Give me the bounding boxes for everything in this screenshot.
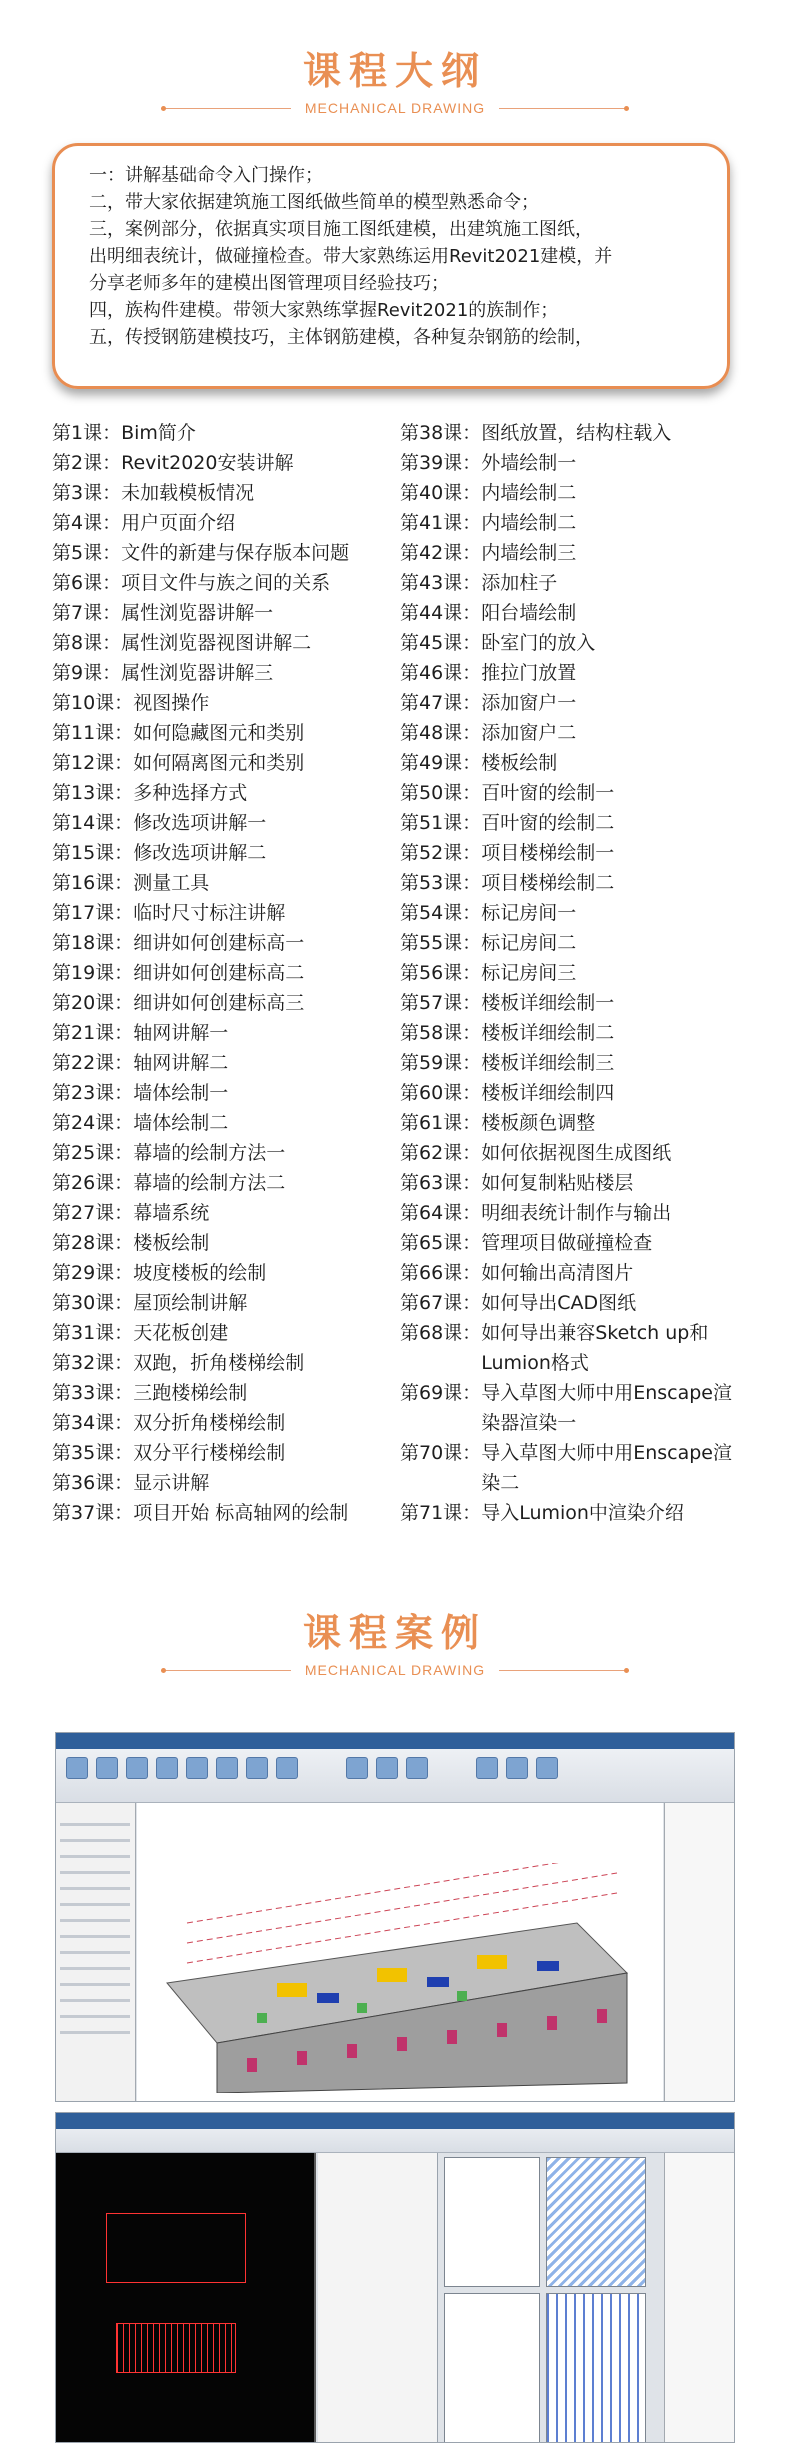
tool-icon [476, 1757, 498, 1779]
lesson-number: 第42课： [400, 542, 482, 564]
lesson-number: 第47课： [400, 692, 482, 714]
lesson-item [400, 418, 740, 448]
lesson-item [400, 658, 740, 688]
lesson-title: 明细表统计制作与输出 [481, 1202, 672, 1224]
lesson-number: 第26课： [52, 1172, 134, 1194]
lesson-item [52, 748, 397, 778]
lesson-title: 添加窗户二 [481, 722, 577, 744]
case-screenshot-cad-views [55, 2112, 735, 2443]
lesson-title: 墙体绘制一 [133, 1082, 229, 1104]
lesson-title: 如何输出高清图片 [481, 1262, 634, 1284]
outline-point: 分享老师多年的建模出图管理项目经验技巧； [89, 273, 449, 294]
lesson-item [52, 718, 397, 748]
lesson-number: 第12课： [52, 752, 134, 774]
lesson-number: 第38课： [400, 422, 482, 444]
lesson-number: 第64课： [400, 1202, 482, 1224]
lesson-item [52, 1288, 397, 1318]
elevation-view [444, 2293, 540, 2443]
lesson-number: 第13课： [52, 782, 134, 804]
lesson-list-right [400, 418, 740, 1528]
lesson-number: 第69课： [400, 1382, 482, 1404]
lesson-number: 第35课： [52, 1442, 134, 1464]
lesson-list-left [52, 418, 397, 1528]
lesson-title: 添加窗户一 [481, 692, 577, 714]
lesson-title: 内墙绘制三 [481, 542, 577, 564]
lesson-title: 幕墙的绘制方法二 [133, 1172, 286, 1194]
lesson-number: 第5课： [52, 542, 122, 564]
lesson-title: 如何隔离图元和类别 [133, 752, 305, 774]
lesson-title: 标记房间二 [481, 932, 577, 954]
lesson-item [52, 898, 397, 928]
lesson-number: 第31课： [52, 1322, 134, 1344]
lesson-title: 楼板详细绘制三 [481, 1052, 615, 1074]
lesson-item [52, 568, 397, 598]
lesson-title: 细讲如何创建标高三 [133, 992, 305, 1014]
revit-ribbon [56, 2113, 734, 2153]
lesson-item [52, 1078, 397, 1108]
lesson-title: 天花板创建 [133, 1322, 229, 1344]
properties-panel [56, 1803, 136, 2101]
lesson-number: 第67课： [400, 1292, 482, 1314]
lesson-number: 第8课： [52, 632, 122, 654]
lesson-item [400, 1198, 740, 1228]
lesson-number: 第66课： [400, 1262, 482, 1284]
lesson-number: 第15课： [52, 842, 134, 864]
lesson-number: 第44课： [400, 602, 482, 624]
lesson-item [52, 838, 397, 868]
lesson-number: 第71课： [400, 1502, 482, 1524]
lesson-title: 导入草图大师中用Enscape渲染二 [481, 1442, 732, 1494]
lesson-title: 双分平行楼梯绘制 [133, 1442, 286, 1464]
lesson-number: 第49课： [400, 752, 482, 774]
building-model-illustration [157, 1863, 637, 2093]
lesson-title: 内墙绘制二 [481, 512, 577, 534]
lesson-item [400, 1228, 740, 1258]
lesson-number: 第25课： [52, 1142, 134, 1164]
lesson-number: 第58课： [400, 1022, 482, 1044]
lesson-title: 未加载模板情况 [121, 482, 255, 504]
lesson-title: 轴网讲解一 [133, 1022, 229, 1044]
lesson-number: 第59课： [400, 1052, 482, 1074]
lesson-item [52, 538, 397, 568]
case-section-header [0, 1610, 790, 1678]
lesson-item [400, 988, 740, 1018]
lesson-number: 第17课： [52, 902, 134, 924]
divider-line-right [499, 108, 629, 109]
lesson-title: 管理项目做碰撞检查 [481, 1232, 653, 1254]
tool-icon [376, 1757, 398, 1779]
lesson-number: 第16课： [52, 872, 134, 894]
lesson-title: 外墙绘制一 [481, 452, 577, 474]
divider-line-right [499, 1670, 629, 1671]
lesson-number: 第52课： [400, 842, 482, 864]
lesson-number: 第51课： [400, 812, 482, 834]
lesson-title: 修改选项讲解二 [133, 842, 267, 864]
lesson-item [52, 1348, 397, 1378]
lesson-title: 导入Lumion中渲染介绍 [481, 1502, 684, 1524]
outline-section-subtitle: MECHANICAL DRAWING [304, 100, 486, 116]
lesson-number: 第11课： [52, 722, 134, 744]
tool-icon [216, 1757, 238, 1779]
lesson-title: 墙体绘制二 [133, 1112, 229, 1134]
lesson-title: 卧室门的放入 [481, 632, 596, 654]
lesson-title: 视图操作 [133, 692, 210, 714]
lesson-title: 项目楼梯绘制一 [481, 842, 615, 864]
outline-point: 出明细表统计，做碰撞检查。带大家熟练运用Revit2021建模，并 [89, 246, 613, 267]
lesson-item [400, 1138, 740, 1168]
lesson-title: 图纸放置，结构柱载入 [481, 422, 672, 444]
lesson-title: 如何导出兼容Sketch up和Lumion格式 [481, 1322, 709, 1374]
tool-icon [66, 1757, 88, 1779]
lesson-item [52, 658, 397, 688]
lesson-number: 第24课： [52, 1112, 134, 1134]
lesson-item [400, 928, 740, 958]
lesson-item [400, 568, 740, 598]
lesson-number: 第45课： [400, 632, 482, 654]
lesson-item [52, 628, 397, 658]
case-section-subtitle: MECHANICAL DRAWING [304, 1662, 486, 1678]
lesson-title: 如何复制粘贴楼层 [481, 1172, 634, 1194]
lesson-title: 楼板绘制 [133, 1232, 210, 1254]
cad-drawing-window [56, 2153, 316, 2442]
outline-section-header [0, 48, 790, 116]
lesson-number: 第4课： [52, 512, 122, 534]
lesson-number: 第10课： [52, 692, 134, 714]
lesson-item [52, 1228, 397, 1258]
lesson-item [400, 538, 740, 568]
ribbon-tabs [56, 1733, 734, 1749]
lesson-item [52, 448, 397, 478]
lesson-item [52, 1048, 397, 1078]
lesson-item [52, 778, 397, 808]
lesson-title: 楼板详细绘制四 [481, 1082, 615, 1104]
lesson-number: 第68课： [400, 1322, 482, 1344]
lesson-number: 第21课： [52, 1022, 134, 1044]
lesson-title: 添加柱子 [481, 572, 558, 594]
lesson-item [400, 1078, 740, 1108]
lesson-number: 第56课： [400, 962, 482, 984]
outline-point: 一：讲解基础命令入门操作； [89, 165, 323, 186]
lesson-title: 属性浏览器讲解三 [121, 662, 274, 684]
lesson-title: 属性浏览器视图讲解二 [121, 632, 312, 654]
case-section-title: 课程案例 [302, 1611, 487, 1655]
lesson-title: 显示讲解 [133, 1472, 210, 1494]
lesson-title: 标记房间一 [481, 902, 577, 924]
lesson-title: 如何依据视图生成图纸 [481, 1142, 672, 1164]
lesson-number: 第40课： [400, 482, 482, 504]
lesson-number: 第32课： [52, 1352, 134, 1374]
outline-point: 三，案例部分，依据真实项目施工图纸建模，出建筑施工图纸， [89, 219, 593, 240]
lesson-number: 第7课： [52, 602, 122, 624]
lesson-title: 坡度楼板的绘制 [133, 1262, 267, 1284]
lesson-title: 细讲如何创建标高一 [133, 932, 305, 954]
lesson-number: 第18课： [52, 932, 134, 954]
lesson-item [52, 1498, 397, 1528]
lesson-number: 第55课： [400, 932, 482, 954]
properties-panel [318, 2153, 438, 2442]
plan-view [546, 2157, 646, 2287]
lesson-number: 第34课： [52, 1412, 134, 1434]
ribbon-tabs [56, 2113, 734, 2129]
lesson-item [400, 808, 740, 838]
lesson-number: 第23课： [52, 1082, 134, 1104]
lesson-title: 细讲如何创建标高二 [133, 962, 305, 984]
3d-viewport [137, 1803, 663, 2101]
lesson-title: 如何隐藏图元和类别 [133, 722, 305, 744]
lesson-title: 幕墙的绘制方法一 [133, 1142, 286, 1164]
lesson-item [400, 718, 740, 748]
lesson-item [400, 478, 740, 508]
lesson-number: 第14课： [52, 812, 134, 834]
lesson-number: 第28课： [52, 1232, 134, 1254]
lesson-item [52, 868, 397, 898]
case-subtitle-row [0, 1662, 790, 1678]
lesson-item [52, 1138, 397, 1168]
tool-icon [536, 1757, 558, 1779]
outline-point: 五，传授钢筋建模技巧，主体钢筋建模，各种复杂钢筋的绘制， [89, 327, 593, 348]
lesson-item [400, 868, 740, 898]
lesson-item [400, 688, 740, 718]
lesson-title: 阳台墙绘制 [481, 602, 577, 624]
lesson-item [52, 958, 397, 988]
lesson-title: 多种选择方式 [133, 782, 248, 804]
outline-point: 四，族构件建模。带领大家熟练掌握Revit2021的族制作； [89, 300, 559, 321]
3d-view [546, 2293, 646, 2443]
lesson-title: 导入草图大师中用Enscape渲染器渲染一 [481, 1382, 732, 1434]
lesson-title: 项目开始 标高轴网的绘制 [133, 1502, 349, 1524]
lesson-number: 第2课： [52, 452, 122, 474]
lesson-number: 第46课： [400, 662, 482, 684]
lesson-number: 第9课： [52, 662, 122, 684]
lesson-title: 幕墙系统 [133, 1202, 210, 1224]
lesson-number: 第63课： [400, 1172, 482, 1194]
lesson-item [52, 1198, 397, 1228]
tool-icon [156, 1757, 178, 1779]
lesson-item [52, 928, 397, 958]
lesson-item [400, 1288, 740, 1318]
lesson-title: 项目文件与族之间的关系 [121, 572, 331, 594]
lesson-title: 如何导出CAD图纸 [481, 1292, 637, 1314]
course-outline-box [52, 143, 730, 389]
lesson-number: 第33课： [52, 1382, 134, 1404]
lesson-item [400, 1018, 740, 1048]
lesson-title: 百叶窗的绘制一 [481, 782, 615, 804]
lesson-item [400, 1498, 740, 1528]
lesson-number: 第43课： [400, 572, 482, 594]
lesson-number: 第48课： [400, 722, 482, 744]
lesson-item [52, 1318, 397, 1348]
lesson-item [52, 1018, 397, 1048]
lesson-title: 楼板绘制 [481, 752, 558, 774]
lesson-item [400, 838, 740, 868]
lesson-number: 第57课： [400, 992, 482, 1014]
project-browser-panel [664, 1803, 734, 2101]
lesson-title: 用户页面介绍 [121, 512, 236, 534]
lesson-title: 项目楼梯绘制二 [481, 872, 615, 894]
case-screenshot-revit-3d [55, 1732, 735, 2102]
lesson-title: 楼板详细绘制二 [481, 1022, 615, 1044]
tool-icon [96, 1757, 118, 1779]
divider-line-left [161, 1670, 291, 1671]
lesson-title: 内墙绘制二 [481, 482, 577, 504]
outline-section-title: 课程大纲 [302, 49, 487, 93]
lesson-number: 第70课： [400, 1442, 482, 1464]
tool-icon [186, 1757, 208, 1779]
lesson-item [52, 508, 397, 538]
lesson-title: 双分折角楼梯绘制 [133, 1412, 286, 1434]
lesson-item [52, 1168, 397, 1198]
lesson-item [400, 448, 740, 478]
lesson-number: 第53课： [400, 872, 482, 894]
lesson-item [52, 1108, 397, 1138]
lesson-item [52, 808, 397, 838]
lesson-item [52, 598, 397, 628]
lesson-item [52, 1258, 397, 1288]
lesson-item [400, 1438, 740, 1498]
lesson-item [52, 418, 397, 448]
lesson-number: 第20课： [52, 992, 134, 1014]
lesson-item [400, 1168, 740, 1198]
lesson-number: 第27课： [52, 1202, 134, 1224]
lesson-number: 第65课： [400, 1232, 482, 1254]
lesson-title: 双跑，折角楼梯绘制 [133, 1352, 305, 1374]
lesson-number: 第61课： [400, 1112, 482, 1134]
lesson-item [52, 988, 397, 1018]
lesson-item [400, 508, 740, 538]
lesson-item [52, 1438, 397, 1468]
lesson-item [400, 1318, 740, 1378]
lesson-item [400, 748, 740, 778]
lesson-item [400, 958, 740, 988]
lesson-number: 第54课： [400, 902, 482, 924]
divider-line-left [161, 108, 291, 109]
lesson-number: 第3课： [52, 482, 122, 504]
lesson-number: 第62课： [400, 1142, 482, 1164]
lesson-number: 第19课： [52, 962, 134, 984]
lesson-number: 第1课： [52, 422, 122, 444]
lesson-title: 推拉门放置 [481, 662, 577, 684]
tool-icon [276, 1757, 298, 1779]
lesson-item [52, 478, 397, 508]
lesson-number: 第6课： [52, 572, 122, 594]
lesson-title: 临时尺寸标注讲解 [133, 902, 286, 924]
lesson-title: 三跑楼梯绘制 [133, 1382, 248, 1404]
lesson-title: 楼板详细绘制一 [481, 992, 615, 1014]
lesson-title: 屋顶绘制讲解 [133, 1292, 248, 1314]
lesson-title: 楼板颜色调整 [481, 1112, 596, 1134]
lesson-title: 标记房间三 [481, 962, 577, 984]
lesson-title: Bim简介 [121, 422, 196, 444]
lesson-item [52, 1408, 397, 1438]
lesson-item [400, 1378, 740, 1438]
lesson-item [52, 688, 397, 718]
lesson-item [52, 1378, 397, 1408]
lesson-title: 文件的新建与保存版本问题 [121, 542, 350, 564]
lesson-title: 修改选项讲解一 [133, 812, 267, 834]
revit-ribbon [56, 1733, 734, 1803]
lesson-title: 轴网讲解二 [133, 1052, 229, 1074]
lesson-item [400, 1048, 740, 1078]
lesson-number: 第22课： [52, 1052, 134, 1074]
lesson-title: Revit2020安装讲解 [121, 452, 294, 474]
lesson-item [400, 1258, 740, 1288]
tool-icon [406, 1757, 428, 1779]
lesson-item [400, 898, 740, 928]
lesson-number: 第41课： [400, 512, 482, 534]
lesson-item [52, 1468, 397, 1498]
lesson-item [400, 628, 740, 658]
lesson-number: 第36课： [52, 1472, 134, 1494]
tool-icon [246, 1757, 268, 1779]
lesson-item [400, 778, 740, 808]
tool-icon [346, 1757, 368, 1779]
section-view [444, 2157, 540, 2287]
lesson-number: 第29课： [52, 1262, 134, 1284]
lesson-item [400, 598, 740, 628]
lesson-title: 测量工具 [133, 872, 210, 894]
tool-icon [506, 1757, 528, 1779]
outline-subtitle-row [0, 100, 790, 116]
lesson-item [400, 1108, 740, 1138]
lesson-number: 第37课： [52, 1502, 134, 1524]
project-browser-panel [664, 2153, 734, 2442]
lesson-number: 第39课： [400, 452, 482, 474]
lesson-number: 第60课： [400, 1082, 482, 1104]
outline-point: 二，带大家依据建筑施工图纸做些简单的模型熟悉命令； [89, 192, 539, 213]
lesson-number: 第30课： [52, 1292, 134, 1314]
lesson-title: 属性浏览器讲解一 [121, 602, 274, 624]
lesson-number: 第50课： [400, 782, 482, 804]
lesson-title: 百叶窗的绘制二 [481, 812, 615, 834]
tool-icon [126, 1757, 148, 1779]
